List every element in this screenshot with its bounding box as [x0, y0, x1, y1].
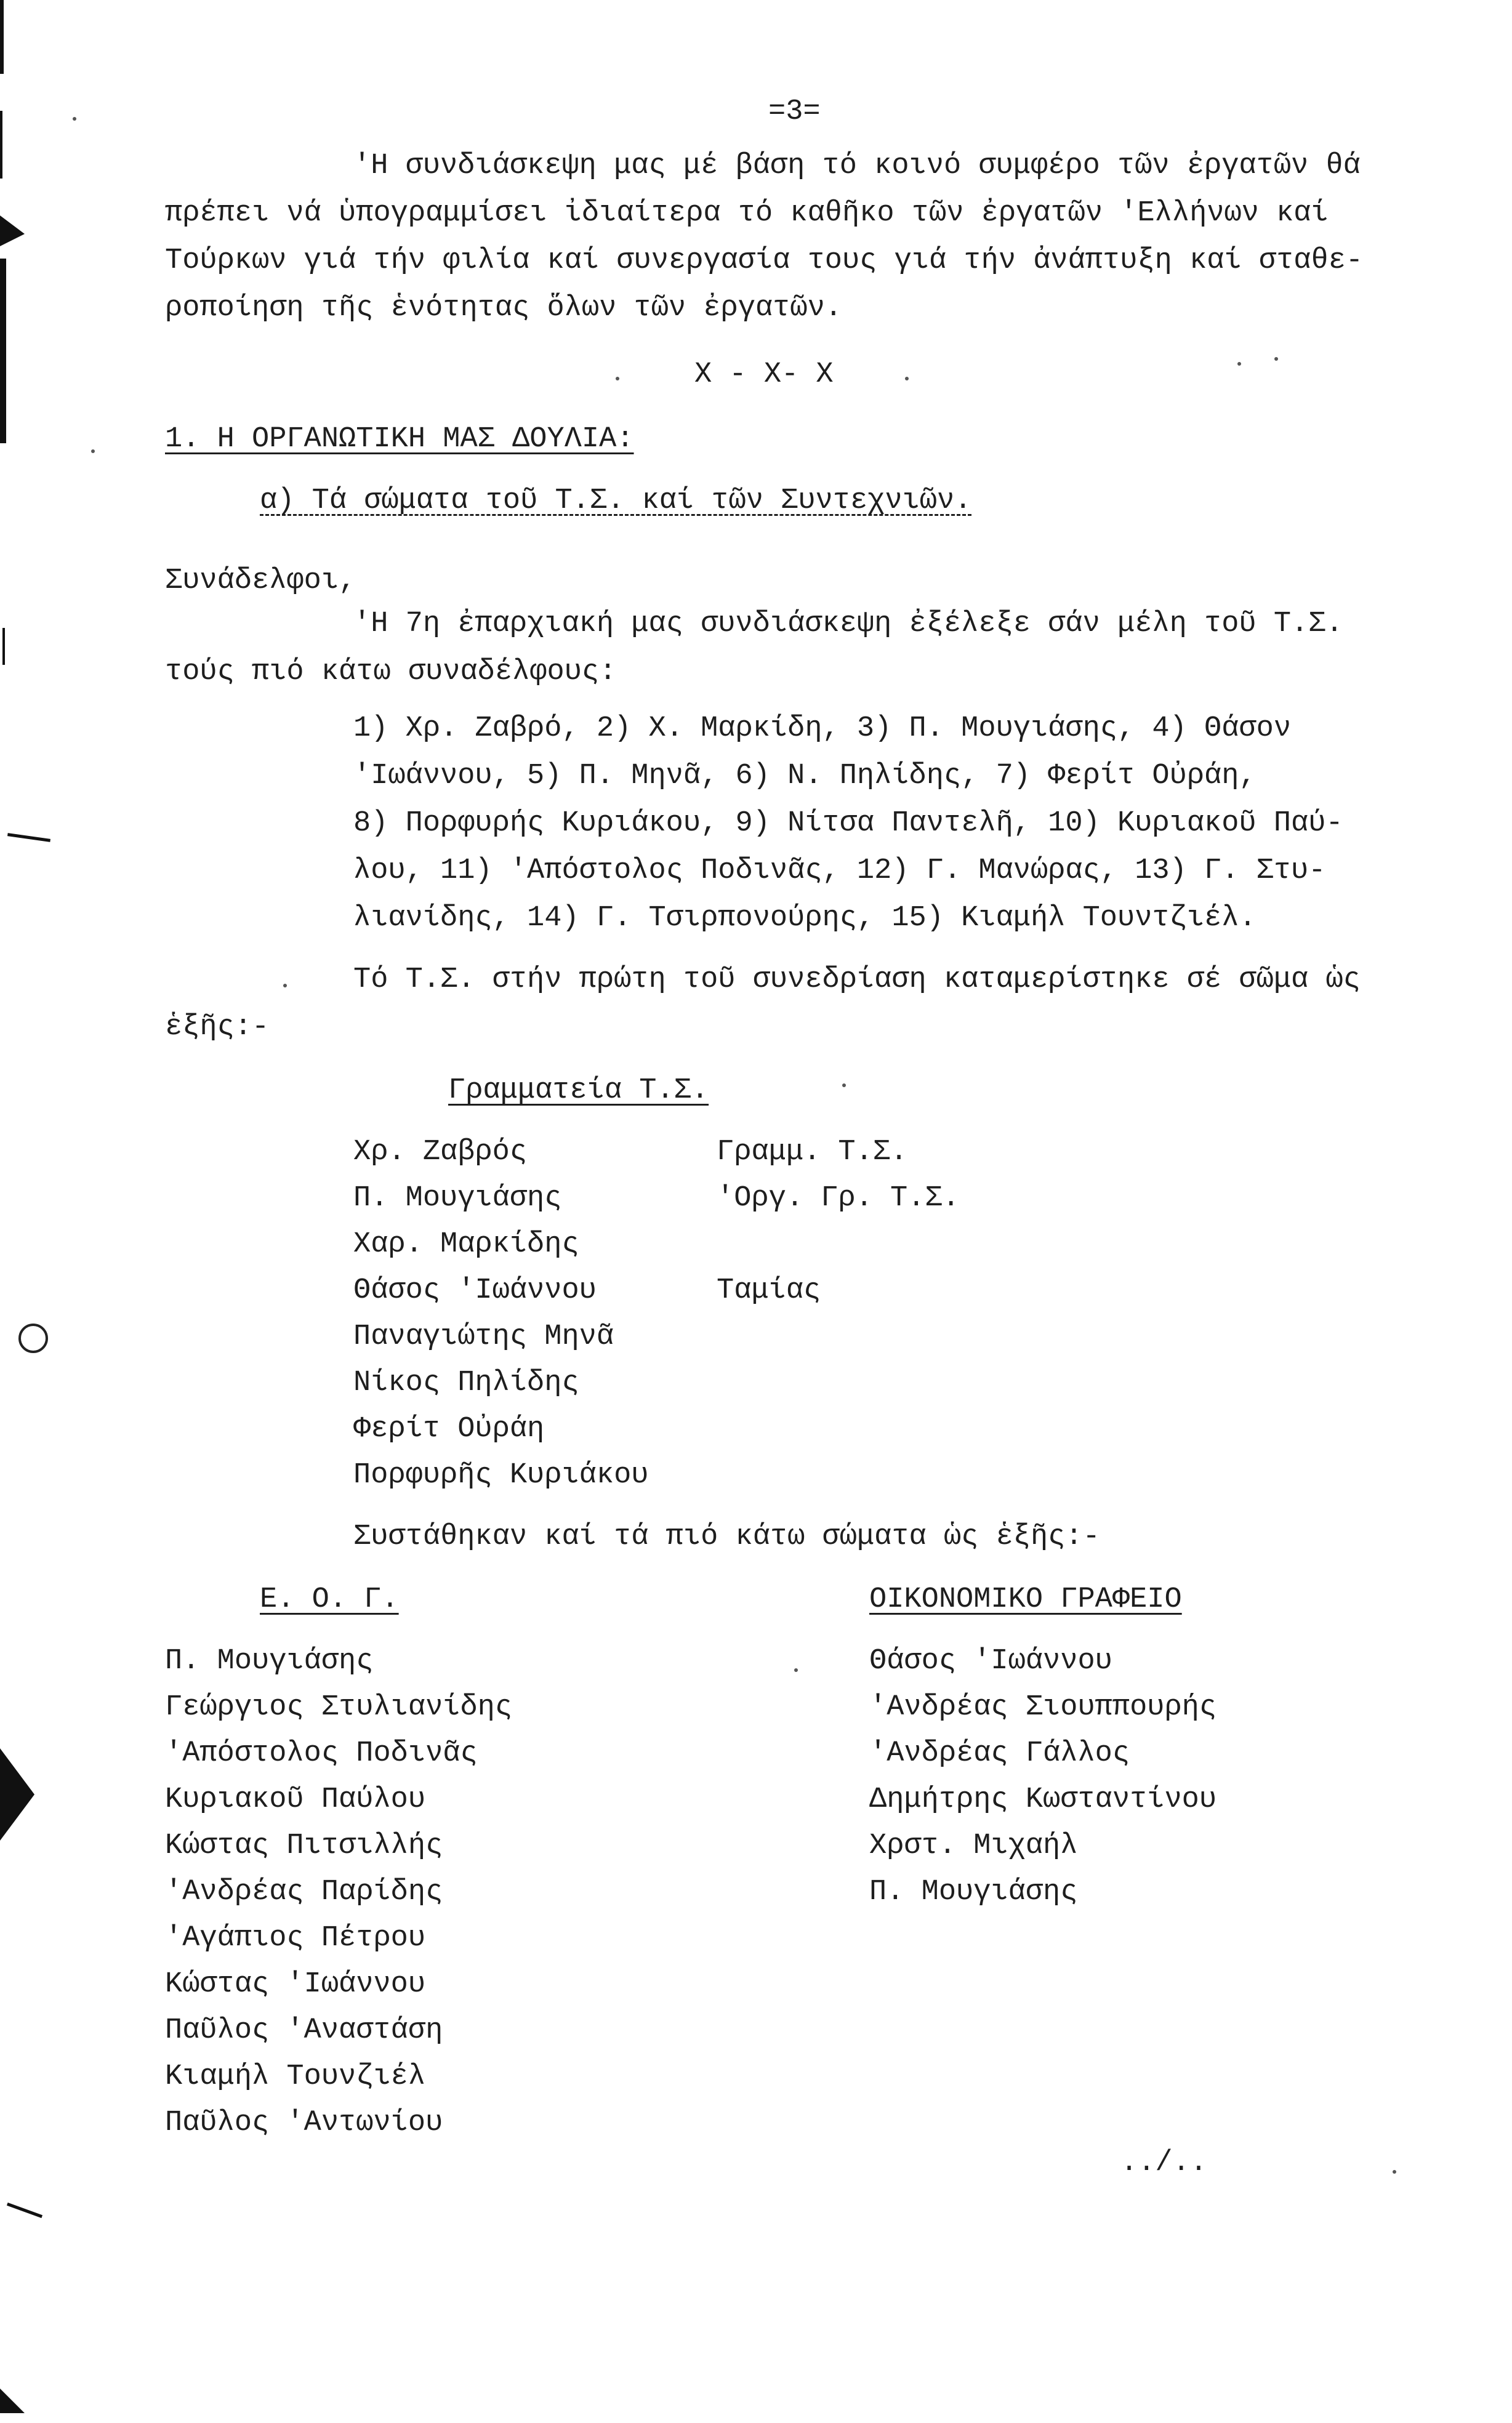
eog-heading: Ε. Ο. Γ.	[260, 1583, 399, 1616]
eog-member: Κώστας Πιτσιλλής	[165, 1830, 443, 1862]
financial-office-member: 'Ανδρέας Γάλλος	[869, 1737, 1130, 1770]
scan-dot	[91, 449, 95, 453]
scan-dot	[842, 1083, 846, 1087]
secretariat-member-name: Πορφυρῆς Κυριάκου	[353, 1459, 649, 1492]
eog-member: 'Ανδρέας Παρίδης	[165, 1876, 443, 1908]
eog-member: Κιαμήλ Τουνζιέλ	[165, 2060, 426, 2093]
intro-line: ροποίηση τῆς ἑνότητας ὅλων τῶν ἐργατῶν.	[165, 292, 842, 324]
scan-edge-mark	[0, 0, 4, 74]
scan-edge-mark	[0, 111, 2, 179]
page-number: =3=	[768, 95, 821, 128]
separator: X - X- X	[694, 358, 834, 391]
financial-office-member: Χρστ. Μιχαήλ	[869, 1830, 1078, 1862]
continuation-mark: ../..	[1120, 2147, 1208, 2179]
scan-dot	[616, 377, 619, 380]
scan-dot	[283, 984, 287, 987]
eog-member: Παῦλος 'Αντωνίου	[165, 2107, 443, 2139]
members-line: λου, 11) 'Απόστολος Ποδινᾶς, 12) Γ. Μανώρας, 13) Γ. Στυ-	[353, 854, 1326, 887]
eog-member: Π. Μουγιάσης	[165, 1645, 374, 1678]
secretariat-member-name: Π. Μουγιάσης	[353, 1182, 562, 1215]
secretariat-member-name: Παναγιώτης Μηνᾶ	[353, 1320, 614, 1353]
secretariat-member-name: Χαρ. Μαρκίδης	[353, 1228, 579, 1261]
constitution-line: ἑξῆς:-	[165, 1011, 270, 1043]
eog-member: Παῦλος 'Αναστάση	[165, 2014, 443, 2047]
eog-member: Κώστας 'Ιωάννου	[165, 1968, 426, 2001]
secretariat-member-role: 'Οργ. Γρ. Τ.Σ.	[717, 1182, 960, 1215]
scan-edge-mark	[0, 259, 6, 443]
financial-office-member: Δημήτρης Κωσταντίνου	[869, 1783, 1217, 1816]
members-line: λιανίδης, 14) Γ. Τσιρπονούρης, 15) Κιαμήλ Τουντζιέλ.	[353, 902, 1257, 934]
eog-member: Γεώργιος Στυλιανίδης	[165, 1691, 513, 1724]
section-heading: 1. Η ΟΡΓΑΝΩΤΙΚΗ ΜΑΣ ΔΟΥΛΙΑ:	[165, 423, 634, 456]
secretariat-member-role: Ταμίας	[717, 1274, 821, 1307]
secretariat-member-name: Φερίτ Οὐράη	[353, 1413, 545, 1445]
election-line: 'Η 7η ἐπαρχιακή μας συνδιάσκεψη ἐξέλεξε σάν μέλη τοῦ Τ.Σ.	[353, 608, 1343, 640]
financial-office-member: 'Ανδρέας Σιουππουρής	[869, 1691, 1217, 1724]
financial-office-member: Θάσος 'Ιωάννου	[869, 1645, 1112, 1678]
scan-dot	[1393, 2170, 1396, 2174]
eog-member: 'Απόστολος Ποδινᾶς	[165, 1737, 478, 1770]
scan-edge-mark	[2, 628, 5, 665]
scan-dot	[1274, 357, 1278, 361]
eog-member: 'Αγάπιος Πέτρου	[165, 1922, 426, 1955]
scan-dot	[1237, 362, 1241, 366]
members-line: 'Ιωάννου, 5) Π. Μηνᾶ, 6) Ν. Πηλίδης, 7) Φερίτ Οὐράη,	[353, 760, 1257, 792]
election-line: τούς πιό κάτω συναδέλφους:	[165, 656, 617, 688]
scan-dot	[794, 1668, 798, 1672]
binder-hole-mark	[0, 1748, 34, 1841]
secretariat-member-name: Θάσος 'Ιωάννου	[353, 1274, 597, 1307]
bodies-text: Συστάθηκαν καί τά πιό κάτω σώματα ὡς ἑξῆς:-	[353, 1521, 1100, 1553]
subsection-heading: α) Τά σώματα τοῦ Τ.Σ. καί τῶν Συντεχνιῶν.	[260, 484, 972, 517]
constitution-line: Τό Τ.Σ. στήν πρώτη τοῦ συνεδρίαση καταμερίστηκε σέ σῶμα ὡς	[353, 963, 1361, 996]
secretariat-member-name: Χρ. Ζαβρός	[353, 1136, 528, 1168]
members-line: 1) Χρ. Ζαβρό, 2) Χ. Μαρκίδη, 3) Π. Μουγιάσης, 4) Θάσον	[353, 712, 1292, 745]
scan-dot	[905, 377, 909, 380]
scan-smudge-mark	[18, 1324, 48, 1353]
scan-smudge-mark	[7, 833, 50, 842]
secretariat-member-name: Νίκος Πηλίδης	[353, 1367, 579, 1399]
financial-office-member: Π. Μουγιάσης	[869, 1876, 1078, 1908]
intro-line: 'Η συνδιάσκεψη μας μέ βάση τό κοινό συμφέρο τῶν ἐργατῶν θά	[353, 150, 1361, 182]
scan-edge-mark	[0, 2389, 25, 2413]
financial-office-heading: ΟΙΚΟΝΟΜΙΚΟ ΓΡΑΦΕΙΟ	[869, 1583, 1182, 1616]
secretariat-member-role: Γραμμ. Τ.Σ.	[717, 1136, 908, 1168]
scan-dot	[73, 117, 76, 121]
intro-line: πρέπει νά ὑπογραμμίσει ἰδιαίτερα τό καθῆκο τῶν ἐργατῶν 'Ελλήνων καί	[165, 197, 1329, 230]
members-line: 8) Πορφυρής Κυριάκου, 9) Νίτσα Παντελῆ, 10) Κυριακοῦ Παύ-	[353, 807, 1343, 840]
scan-smudge-mark	[7, 2203, 42, 2218]
intro-line: Τούρκων γιά τήν φιλία καί συνεργασία τους γιά τήν ἀνάπτυξη καί σταθε-	[165, 244, 1364, 277]
salutation: Συνάδελφοι,	[165, 565, 356, 597]
binder-hole-mark	[0, 215, 25, 246]
eog-member: Κυριακοῦ Παύλου	[165, 1783, 426, 1816]
secretariat-heading: Γραμματεία Τ.Σ.	[448, 1074, 709, 1107]
